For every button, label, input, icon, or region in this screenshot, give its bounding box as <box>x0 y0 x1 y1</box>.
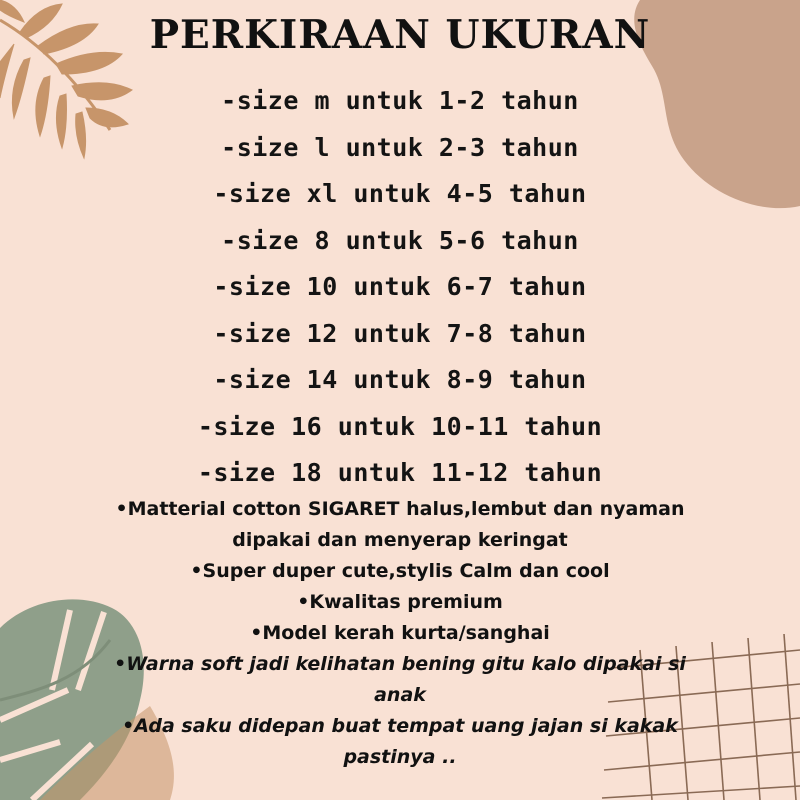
page-title: PERKIRAAN UKURAN <box>149 12 651 58</box>
size-item: -size 16 untuk 10-11 tahun <box>197 411 603 441</box>
feature-item: •Model kerah kurta/sanghai <box>250 622 550 644</box>
size-item: -size xl untuk 4-5 tahun <box>213 179 587 208</box>
size-item: -size l untuk 2-3 tahun <box>221 132 579 162</box>
size-item: -size 18 untuk 11-12 tahun <box>197 458 603 487</box>
feature-list <box>90 494 710 773</box>
size-item: -size m untuk 1-2 tahun <box>221 86 579 115</box>
size-item: -size 8 untuk 5-6 tahun <box>221 225 579 255</box>
feature-item: •Super duper cute,stylis Calm dan cool <box>190 560 610 582</box>
feature-item: •Kwalitas premium <box>297 591 503 613</box>
size-list <box>0 78 800 497</box>
feature-item: •Warna soft jadi kelihatan bening gitu kalo dipakai si anak <box>114 653 686 706</box>
feature-item: •Matterial cotton SIGARET halus,lembut dan nyaman dipakai dan menyerap keringat <box>115 498 685 551</box>
size-item: -size 12 untuk 7-8 tahun <box>213 318 587 348</box>
size-item: -size 14 untuk 8-9 tahun <box>213 365 587 394</box>
size-item: -size 10 untuk 6-7 tahun <box>213 272 587 301</box>
feature-item: •Ada saku didepan buat tempat uang jajan si kakak pastinya .. <box>122 715 678 768</box>
